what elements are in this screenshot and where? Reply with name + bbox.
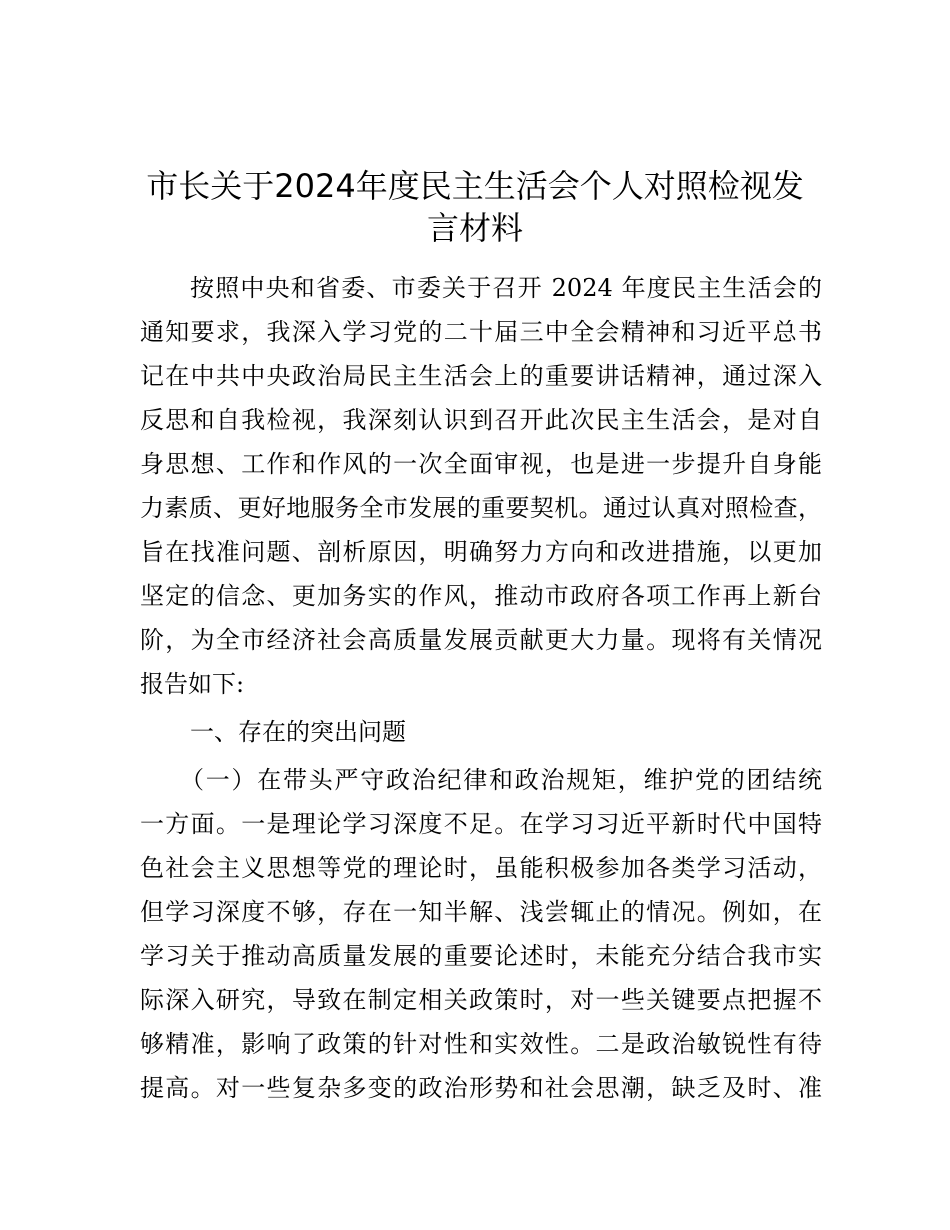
text-line: 阶，为全市经济社会高质量发展贡献更大力量。现将有关情况 bbox=[140, 626, 822, 654]
text-line: 报告如下: bbox=[140, 670, 245, 698]
text-line: 力素质、更好地服务全市发展的重要契机。通过认真对照检查， bbox=[140, 494, 822, 522]
text-line: 际深入研究，导致在制定相关政策时，对一些关键要点把握不 bbox=[140, 986, 822, 1014]
text-line: 一方面。一是理论学习深度不足。在学习习近平新时代中国特 bbox=[140, 810, 822, 838]
section-heading: 一、存在的突出问题 bbox=[190, 718, 406, 746]
text-line: （一）在带头严守政治纪律和政治规矩，维护党的团结统 bbox=[180, 766, 822, 794]
text-line: 按照中央和省委、市委关于召开 2024 年度民主生活会的 bbox=[190, 274, 822, 302]
text-line: 旨在找准问题、剖析原因，明确努力方向和改进措施，以更加 bbox=[140, 538, 822, 566]
text-line: 提高。对一些复杂多变的政治形势和社会思潮，缺乏及时、准 bbox=[140, 1074, 822, 1102]
title-line: 言材料 bbox=[426, 209, 523, 247]
text-line: 坚定的信念、更加务实的作风，推动市政府各项工作再上新台 bbox=[140, 582, 822, 610]
title-line: 市长关于2024年度民主生活会个人对照检视发 bbox=[146, 167, 804, 205]
text-line: 记在中共中央政治局民主生活会上的重要讲话精神，通过深入 bbox=[140, 362, 822, 390]
text-line: 够精准，影响了政策的针对性和实效性。二是政治敏锐性有待 bbox=[140, 1030, 822, 1058]
text-line: 学习关于推动高质量发展的重要论述时，未能充分结合我市实 bbox=[140, 942, 822, 970]
text-line: 通知要求，我深入学习党的二十届三中全会精神和习近平总书 bbox=[140, 318, 822, 346]
text-line: 身思想、工作和作风的一次全面审视，也是进一步提升自身能 bbox=[140, 450, 822, 478]
text-line: 反思和自我检视，我深刻认识到召开此次民主生活会，是对自 bbox=[140, 406, 822, 434]
text-line: 但学习深度不够，存在一知半解、浅尝辄止的情况。例如，在 bbox=[140, 898, 822, 926]
text-line: 色社会主义思想等党的理论时，虽能积极参加各类学习活动， bbox=[140, 854, 822, 882]
